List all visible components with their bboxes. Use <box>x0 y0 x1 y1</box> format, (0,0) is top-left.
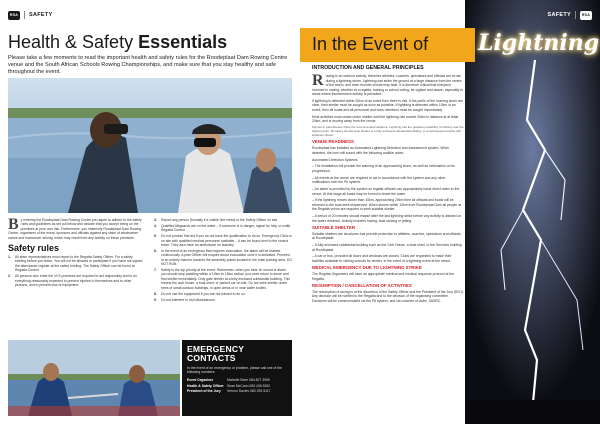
drop-cap-r: R <box>312 72 324 90</box>
intro-text: Please take a few moments to read the important health and safety rules for the Roodeplaat Dam Rowing Centre venue and the South African Schools Rowing Championships, and make sure that you stay healthy and safe throughout the event. <box>8 55 288 75</box>
left-column-a <box>8 218 144 289</box>
section-heading-venue-readiness: VENUE READINESS <box>312 139 354 145</box>
left-page-header <box>8 10 53 20</box>
entry-disclaimer: y entering the Roodeplaat Dam Rowing Centre you agree to adhere to the safety rules and guidelines as set out below and declare that you accept being on the premises at your own risk. Furthermore, you indemnify Roodeplaat Dam Rowing Centre, organisers of the event, sponsors and officials against any claim of whatsoever nature and howsoever arising, which may result from any activity on these premises. <box>8 218 142 240</box>
section-label: SAFETY <box>29 12 53 18</box>
emergency-contacts-box <box>182 340 292 416</box>
paragraph: The Regatta Organisers will have an appropriate medical and medical response protocol at the Regatta. <box>312 272 455 281</box>
emergency-subtext: In the event of an emergency or problem, please call one of the following numbers: <box>187 366 282 375</box>
section-label-right: SAFETY <box>547 12 571 18</box>
lightning-storm-photo <box>465 0 600 424</box>
rule-item: 9. Do not interfere in civil disturbances. <box>154 297 216 302</box>
page-title <box>8 32 227 53</box>
list-item: – All events at the venue are required to act in accordance with the system and any other notifications over the PA system. <box>312 175 446 185</box>
contact-row: Event Organiser Michelle Bizer 084 827 3969 <box>187 378 270 383</box>
list-item: – The installation will provide the warning of an approaching storm, as well as information on its progression. <box>312 164 455 173</box>
title-bold: Essentials <box>138 32 228 52</box>
paragraph: The resumption of racing is at the discretion of the Safety Officer and the President of the Jury (ROJ). Any decision will be notified to the Regatta and to the decision of the organising committee. Decisions will be communicated via the PA system, and via coaches of clubs, SASRC. <box>312 289 464 303</box>
lightning-script-title: Lightning <box>478 30 600 56</box>
list-item: – An alarm is provided by the system so regatta officials can appropriately issue direct notes to the venue. At this stage all boats may be forced to leave the water. <box>312 187 460 196</box>
right-page-header <box>548 10 593 20</box>
photo-spectators-with-binoculars <box>8 78 292 213</box>
paragraph: If lightning is detected within 20km of an event then there is risk. If the perils of the looming storm are clear, then shelter must be sought as soon as possible. If lightning is detected within 10km of an event, then all boats and all personnel and crew members must be sought immediately. <box>312 98 464 112</box>
list-item: – A fully enclosed substantial building such as the Club House, a boat shed, or the Services building at Roodeplaat. <box>312 243 462 252</box>
drop-cap: B <box>8 216 19 233</box>
rule-item: 1. All team representatives must report to the Regatta Safety Officer. For a safety briefing before you leave. You will not be allowed to participate if you have not signed the attendance register at the safety briefing. The Safety Officer can be found at Regatta Control. <box>8 255 143 273</box>
safety-rules-heading: Safety rules <box>8 243 60 254</box>
paragraph: Most activities must cease under shelter until the lightning has moved 20km in distance at at least 20km, and is moving away from the venue. <box>312 114 459 124</box>
contact-row: President of the Jury Vernon Davies 083 293 5117 <box>187 388 271 393</box>
emergency-heading: EMERGENCY CONTACTS <box>187 344 245 363</box>
title-light: Health & Safety <box>8 32 139 52</box>
paragraph: Roodeplaat has installed an Automated Lightning Detection and Assessment system. When detected, the horn will sound with the following audible notes: <box>312 146 450 155</box>
rule-item: 2. All persons who enter the VLS premises are required to act responsibly and to do everything reasonably expected to prevent injuries to themselves and to other persons, and to prevent loss of equipment. <box>8 274 137 287</box>
section-heading-suitable-shelter: SUITABLE SHELTER <box>312 224 356 230</box>
section-heading-medical-emergency: MEDICAL EMERGENCY DUE TO LIGHTNING STRIKE <box>312 265 422 271</box>
contacts-list <box>187 378 287 394</box>
list-item: – A period of 20 minutes should elapse after the last lightning strike before any activity is allowed on the water resumed. Activity includes rowing, boat racking or jetting. <box>312 214 462 223</box>
header-divider-right <box>575 11 576 19</box>
rowing-logo: RSA <box>8 11 20 20</box>
intro-heading: INTRODUCTION AND GENERAL PRINCIPLES <box>312 65 424 71</box>
right-page <box>300 0 600 424</box>
photo-rowing-crew <box>8 340 180 416</box>
left-column-b <box>154 218 292 303</box>
right-column <box>312 66 464 306</box>
list-item: – If the lightning moves closer than 10km, approaching 20km then all officials and boats will be returned to the boat area sequenced. When storms within 10km from Roodeplaat Dam all people at the Regatta venue are required to seek suitable shelter. <box>312 198 461 212</box>
rule-item: 6. In the event of an emergency that requires evacuation, the alarm will be blasted continuously. A plan Officer will enquire about evacuation once it is activated. Proceed in an orderly manner towards the assembly points located in the main parking area. DO NOT RUN. <box>154 248 292 267</box>
section-heading-resumption: RESUMPTION / CANCELLATION OF ACTIVITIES <box>312 283 412 289</box>
intro-paragraph: Rowing is an outdoor activity, therefore athletes, coaches, spectators and officials are at risk during a lightning storm. Lightning can strike the ground at a large distance from the centre of the storm, and even thunder clouds may fade. It is therefore critical that everyone involved in rowing, whether at a regatta, training or school outing, be vigilant and aware, especially in areas where thunderstorm activity is prevalent. <box>312 72 464 97</box>
rule-item: 7. Safety is the top priority at the event. Remember, when you hear 4h sound of alarm you should stop paddling within a 10km to 15km radius; you must return to shore and find shelter immediately. Only gate shelter at a fully enclosed substantial building. This means the club house, a boat shed, or parked car on site. Do not seek shelter under trees or small outdoor buildings, in open areas or in near water bodies. <box>154 268 290 290</box>
rule-item: 8. Do not use fire equipment if you are not trained to do so. <box>154 291 246 296</box>
photo-illustration <box>8 78 292 213</box>
storm-illustration <box>465 0 600 424</box>
subheading: Automated Detection Systems <box>312 157 358 162</box>
rule-item: 3. Report any person (formally if a visible hire mess) to the Safety Officer on site. <box>154 218 279 222</box>
rule-item: 5. Do not provide first aid if you do not have the qualification to do so. Emergency Clinic is on site with qualified medical personnel available – it can be found next to the control tower. They also have an ambulance on standby. <box>154 234 292 248</box>
header-divider <box>24 11 25 19</box>
rule-item: 4. Qualified lifeguards are on the water – if someone is in danger, signal for help or notify Regatta Control. <box>154 223 291 233</box>
list-item: – A car or bus, provided all doors and windows are closed. Clubs are requested to make their facilities available to visiting schools for shelter, in the event of a lightning event at the venue. <box>312 254 452 263</box>
right-page-title: In the Event of <box>312 34 429 54</box>
paragraph: Suitable shelters are structures that provide protection to athletes, coaches, spectators and officials at Roodeplaat: <box>312 231 461 241</box>
footnote: Figures in parentheses show the recommended distance. Lightning has the greatest probability of striking near the highest point. Members should seek shelter in a fully enclosed substantial building, or a hard-topped vehicle with windows closed. <box>312 124 464 137</box>
contact-row: Health & Safety Officer Sean McCann 083 436 5262 <box>187 383 271 388</box>
photo2-illustration <box>8 340 180 416</box>
rowing-logo-right: RSA <box>580 11 592 20</box>
